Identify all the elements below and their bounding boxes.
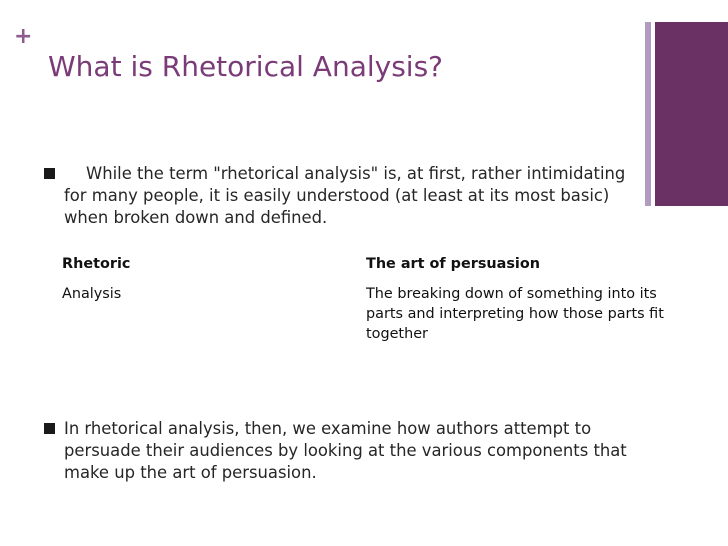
square-bullet-icon — [44, 423, 55, 434]
accent-bar-light — [645, 22, 651, 206]
square-bullet-icon — [44, 168, 55, 179]
bullet-text: In rhetorical analysis, then, we examine how authors attempt to persuade their audiences by looking at the various components that make up the art of persuasion. — [64, 419, 627, 482]
slide-title: What is Rhetorical Analysis? — [48, 50, 444, 83]
bullet-item-intro — [44, 163, 644, 229]
definition-row — [62, 284, 666, 344]
definition-row — [62, 254, 666, 284]
bullet-text: While the term "rhetorical analysis" is, at first, rather intimidating for many people, it is easily understood (at least at its most basic) when broken down and defined. — [64, 164, 626, 227]
definitions-table — [62, 254, 666, 344]
definition-term: Analysis — [62, 286, 122, 302]
bullet-item-summary — [44, 418, 644, 484]
accent-bar-dark — [655, 22, 728, 206]
definition-meaning: The breaking down of something into its parts and interpreting how those parts fit together — [366, 286, 664, 342]
definition-term: Rhetoric — [62, 256, 131, 272]
definition-meaning: The art of persuasion — [366, 256, 540, 272]
plus-icon: + — [14, 24, 33, 49]
